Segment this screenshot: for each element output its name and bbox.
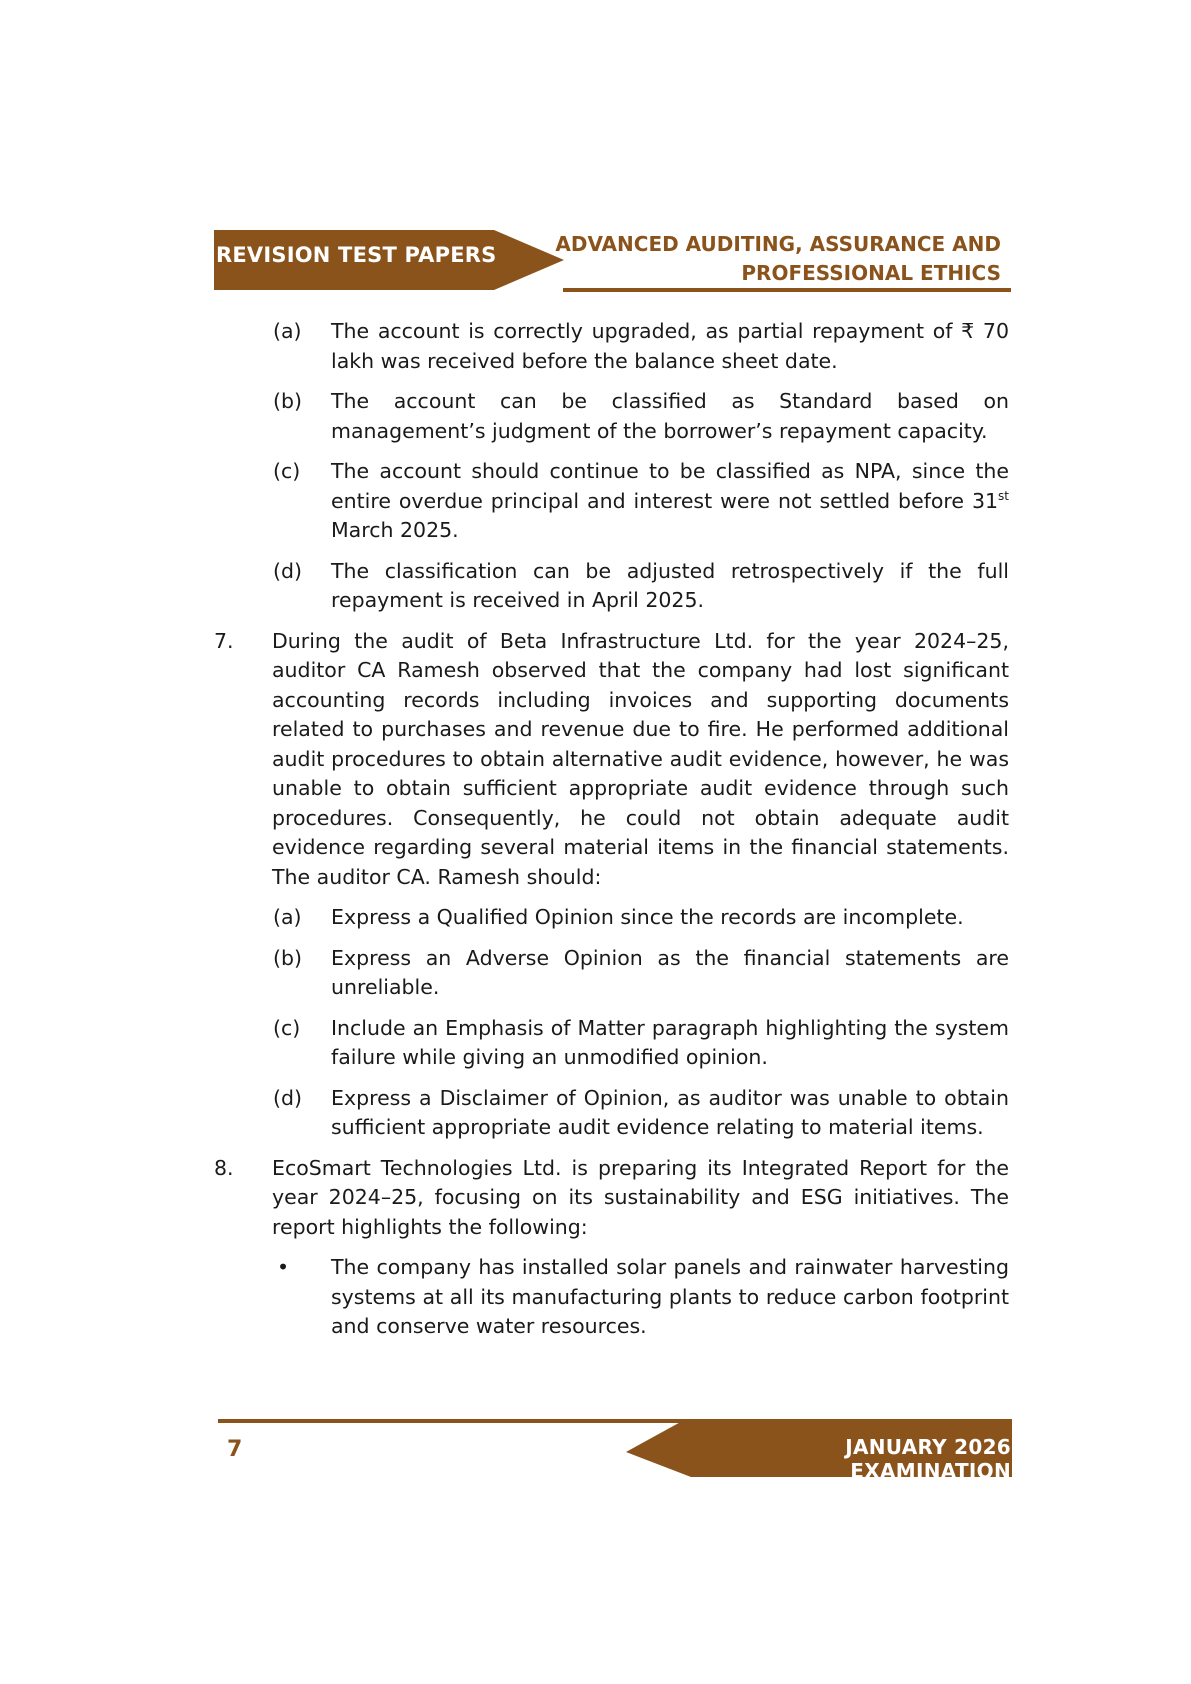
option-label: (d) <box>273 558 303 583</box>
option-text: Include an Emphasis of Matter paragraph highlighting the system failure while giving an unmodified opinion. <box>331 1015 1009 1069</box>
header-rule <box>563 288 1011 292</box>
header-subject-title <box>481 230 1001 288</box>
q7-option-c <box>214 1014 1009 1073</box>
q7-option-b <box>214 944 1009 1003</box>
option-text: The account is correctly upgraded, as partial repayment of ₹ 70 lakh was received before the balance sheet date. <box>331 319 1009 373</box>
footer-exam-label: JANUARY 2026 EXAMINATION <box>845 1435 1011 1483</box>
bullet-text: The company has installed solar panels and rainwater harvesting systems at all its manufacturing plants to reduce carbon footprint and conserve water resources. <box>331 1255 1009 1338</box>
option-text <box>331 457 1009 546</box>
header-subject-line-2: PROFESSIONAL ETHICS <box>741 261 1001 285</box>
q6-option-b <box>214 387 1009 446</box>
q7-option-d <box>214 1084 1009 1143</box>
page-body <box>214 317 1009 1353</box>
option-label: (b) <box>273 945 303 970</box>
question-number: 8. <box>214 1155 234 1180</box>
header-subject-line-1: ADVANCED AUDITING, ASSURANCE AND <box>555 232 1001 256</box>
question-text: During the audit of Beta Infrastructure Ltd. for the year 2024–25, auditor CA Ramesh observed that the company had lost significant accounting records including invoices and supporting documents related to purchases and revenue due to fire. He performed additional audit procedures to obtain alternative audit evidence, however, he was unable to obtain sufficient appropriate audit evidence through such procedures. Consequently, he could not obtain adequate audit evidence regarding several material items in the financial statements. The auditor CA. Ramesh should: <box>272 628 1009 889</box>
footer-rule <box>218 1419 688 1423</box>
option-label: (c) <box>273 459 301 483</box>
page-number: 7 <box>227 1437 243 1462</box>
option-label: (c) <box>273 1015 301 1040</box>
q6-option-d <box>214 557 1009 616</box>
option-text: The account can be classified as Standard based on management’s judgment of the borrower’s repayment capacity. <box>331 389 1009 443</box>
option-text: Express a Qualified Opinion since the records are incomplete. <box>331 905 964 929</box>
q6-option-c <box>214 457 1009 546</box>
question-number: 7. <box>214 628 234 653</box>
option-text: The classification can be adjusted retrospectively if the full repayment is received in April 2025. <box>331 558 1009 612</box>
header-left-label: REVISION TEST PAPERS <box>216 243 497 267</box>
question-7 <box>214 627 1009 893</box>
option-text-tail: March 2025. <box>331 518 459 542</box>
option-text: Express a Disclaimer of Opinion, as auditor was unable to obtain sufficient appropriate audit evidence relating to material items. <box>331 1085 1009 1139</box>
option-label: (d) <box>273 1085 303 1110</box>
bullet-icon: • <box>277 1255 290 1279</box>
option-label: (a) <box>273 905 302 929</box>
option-text: Express an Adverse Opinion as the financial statements are unreliable. <box>331 945 1009 999</box>
option-text-main: The account should continue to be classified as NPA, since the entire overdue principal and interest were not settled before 31 <box>331 459 1009 513</box>
option-label: (b) <box>273 389 303 413</box>
q6-option-a <box>214 317 1009 376</box>
option-label: (a) <box>273 319 302 343</box>
question-text: EcoSmart Technologies Ltd. is preparing its Integrated Report for the year 2024–25, focusing on its sustainability and ESG initiatives. The report highlights the following: <box>272 1155 1009 1239</box>
ordinal-superscript: st <box>998 488 1009 503</box>
q8-bullet-1 <box>214 1253 1009 1342</box>
question-8 <box>214 1154 1009 1243</box>
q7-option-a <box>214 903 1009 933</box>
